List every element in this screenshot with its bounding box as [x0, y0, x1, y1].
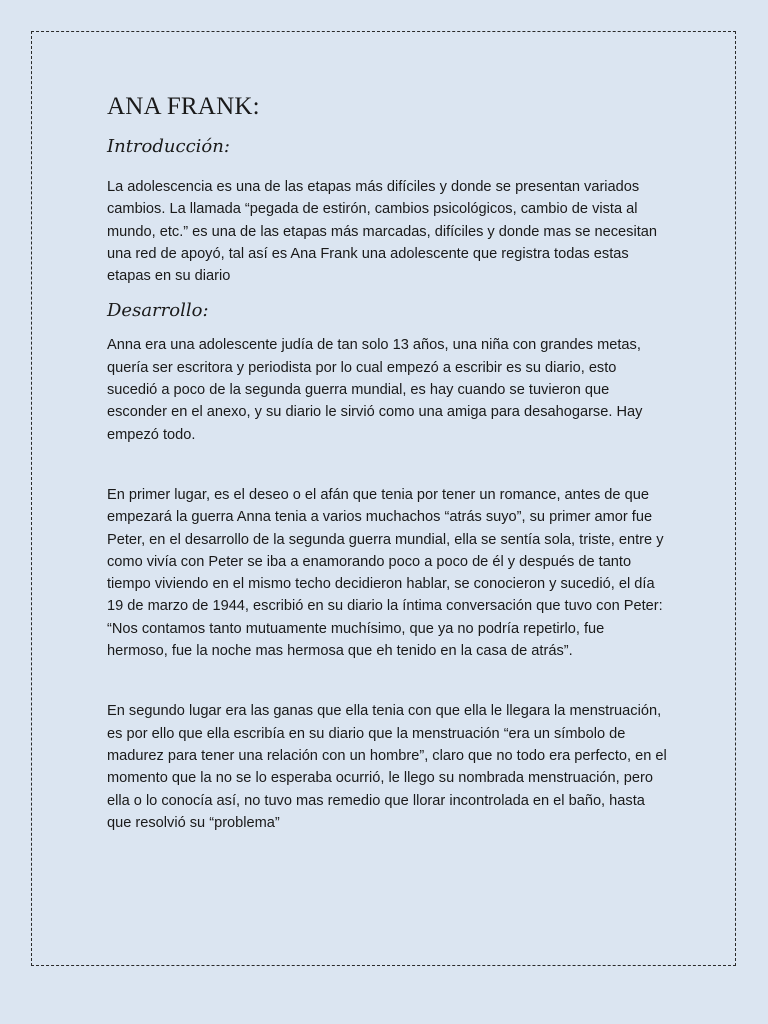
- document-body: [107, 92, 669, 834]
- development-paragraph-1: Anna era una adolescente judía de tan solo 13 años, una niña con grandes metas, quería ser escritora y periodista por lo cual empezó a escribir es su diario, esto sucedió a poco de la segunda guerra mundial, es hay cuando se tuvieron que esconder en el anexo, y su diario le sirvió como una amiga para desahogarse. Hay empezó todo.: [107, 337, 643, 443]
- intro-paragraph: La adolescencia es una de las etapas más difíciles y donde se presentan variados cambios. La llamada “pegada de estirón, cambios psicológicos, cambio de vista al mundo, etc.” es una de las etapas más marcadas, difíciles y donde mas se necesitan una red de apoyó, tal así es Ana Frank una adolescente que registra todas estas etapas en su diario: [107, 179, 657, 285]
- development-paragraph-2: En primer lugar, es el deseo o el afán que tenia por tener un romance, antes de que empezará la guerra Anna tenia a varios muchachos “atrás suyo”, su primer amor fue Peter, en el desarrollo de la segunda guerra mundial, ella se sentía sola, triste, entre y como vivía con Peter se iba a enamorando poco a poco de él y después de tanto tiempo viviendo en el mismo techo decidieron hablar, se conocieron y sucedió, el día 19 de marzo de 1944, escribió en su diario la íntima conversación que tuvo con Peter: “Nos contamos tanto mutuamente muchísimo, que ya no podría repetirlo, fue hermoso, fue la noche mas hermosa que eh tenido en la casa de atrás”.: [107, 486, 664, 660]
- intro-heading: Introducción:: [107, 136, 230, 157]
- document-title: ANA FRANK:: [107, 93, 260, 120]
- development-heading: Desarrollo:: [107, 300, 209, 322]
- development-paragraph-3: En segundo lugar era las ganas que ella tenia con que ella le llegara la menstruación, es por ello que ella escribía en su diario que la menstruación “era un símbolo de madurez para tener una relación con un hombre”, claro que no todo era perfecto, en el momento que la no se lo esperaba ocurrió, le llego su nombrada menstruación, pero ella o lo conocía así, no tuvo mas remedio que llorar incontrolada en el baño, hasta que resolvió su “problema”: [107, 703, 667, 831]
